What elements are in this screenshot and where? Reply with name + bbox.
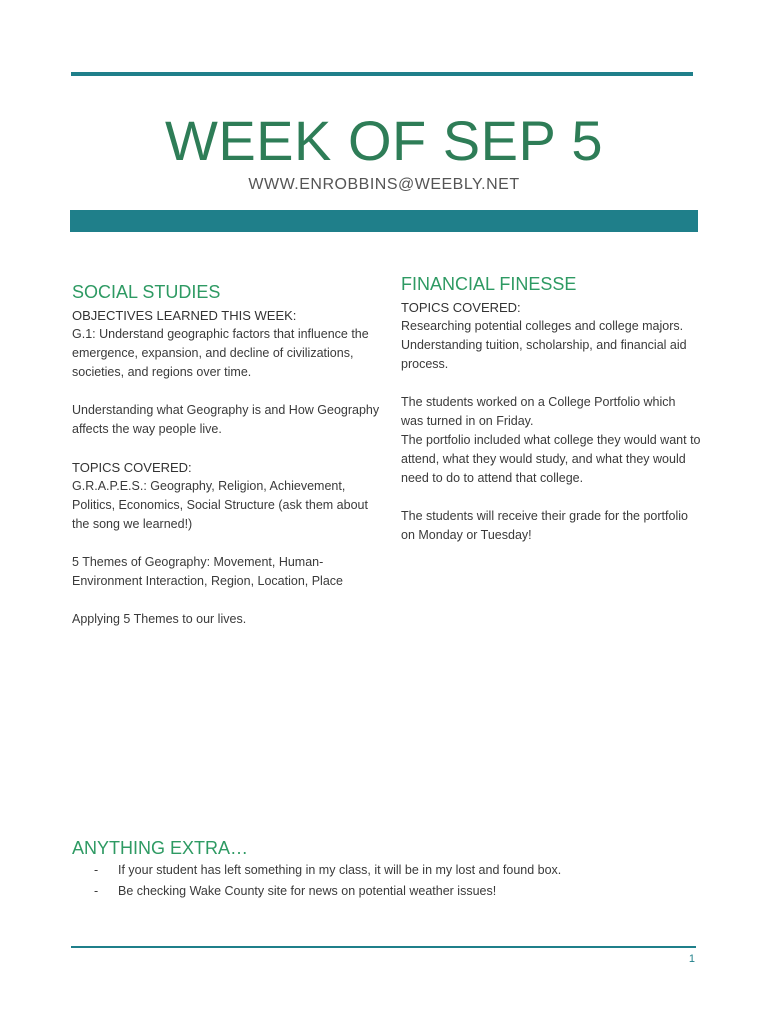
objective-paragraph: Understanding what Geography is and How Geography affects the way people live. [72,403,380,436]
finance-paragraph: The students worked on a College Portfolio which was turned in on Friday. The portfolio included what college they would want to attend, what they would study, and what they would need to do to attend that college. [401,395,701,485]
financial-finesse-heading: FINANCIAL FINESSE [401,274,577,294]
finance-paragraph: The students will receive their grade for the portfolio on Monday or Tuesday! [401,509,688,542]
list-item-text: If your student has left something in my class, it will be in my lost and found box. [118,863,562,877]
website-subtitle: WWW.ENROBBINS@WEEBLY.NET [248,176,520,193]
header-band [70,210,698,232]
footer-rule [71,946,696,948]
topics-heading: TOPICS COVERED: [72,460,192,475]
topic-paragraph: G.R.A.P.E.S.: Geography, Religion, Achievement, Politics, Economics, Social Structure (ask them about the song we learned!) [72,479,368,531]
objectives-heading: OBJECTIVES LEARNED THIS WEEK: [72,308,297,323]
social-studies-section [72,280,382,629]
page-number: 1 [688,953,695,965]
finance-paragraph: Researching potential colleges and college majors. Understanding tuition, scholarship, and financial aid process. [401,319,687,371]
list-item [72,881,692,902]
anything-extra-section [72,836,692,902]
dash-bullet: - [94,884,99,898]
social-studies-heading: SOCIAL STUDIES [72,282,221,302]
dash-bullet: - [94,863,99,877]
top-rule [71,72,693,76]
topics-heading: TOPICS COVERED: [401,300,521,315]
list-item-text: Be checking Wake County site for news on potential weather issues! [118,884,497,898]
topic-paragraph: 5 Themes of Geography: Movement, Human-Environment Interaction, Region, Location, Place [72,555,343,588]
objective-paragraph: G.1: Understand geographic factors that influence the emergence, expansion, and decline of civilizations, societies, and regions over time. [72,327,369,379]
list-item [72,860,692,881]
financial-finesse-section [401,272,701,545]
topic-paragraph: Applying 5 Themes to our lives. [72,612,247,626]
anything-extra-heading: ANYTHING EXTRA… [72,838,249,858]
page-title: WEEK OF SEP 5 [164,109,604,172]
extra-list [72,860,692,902]
